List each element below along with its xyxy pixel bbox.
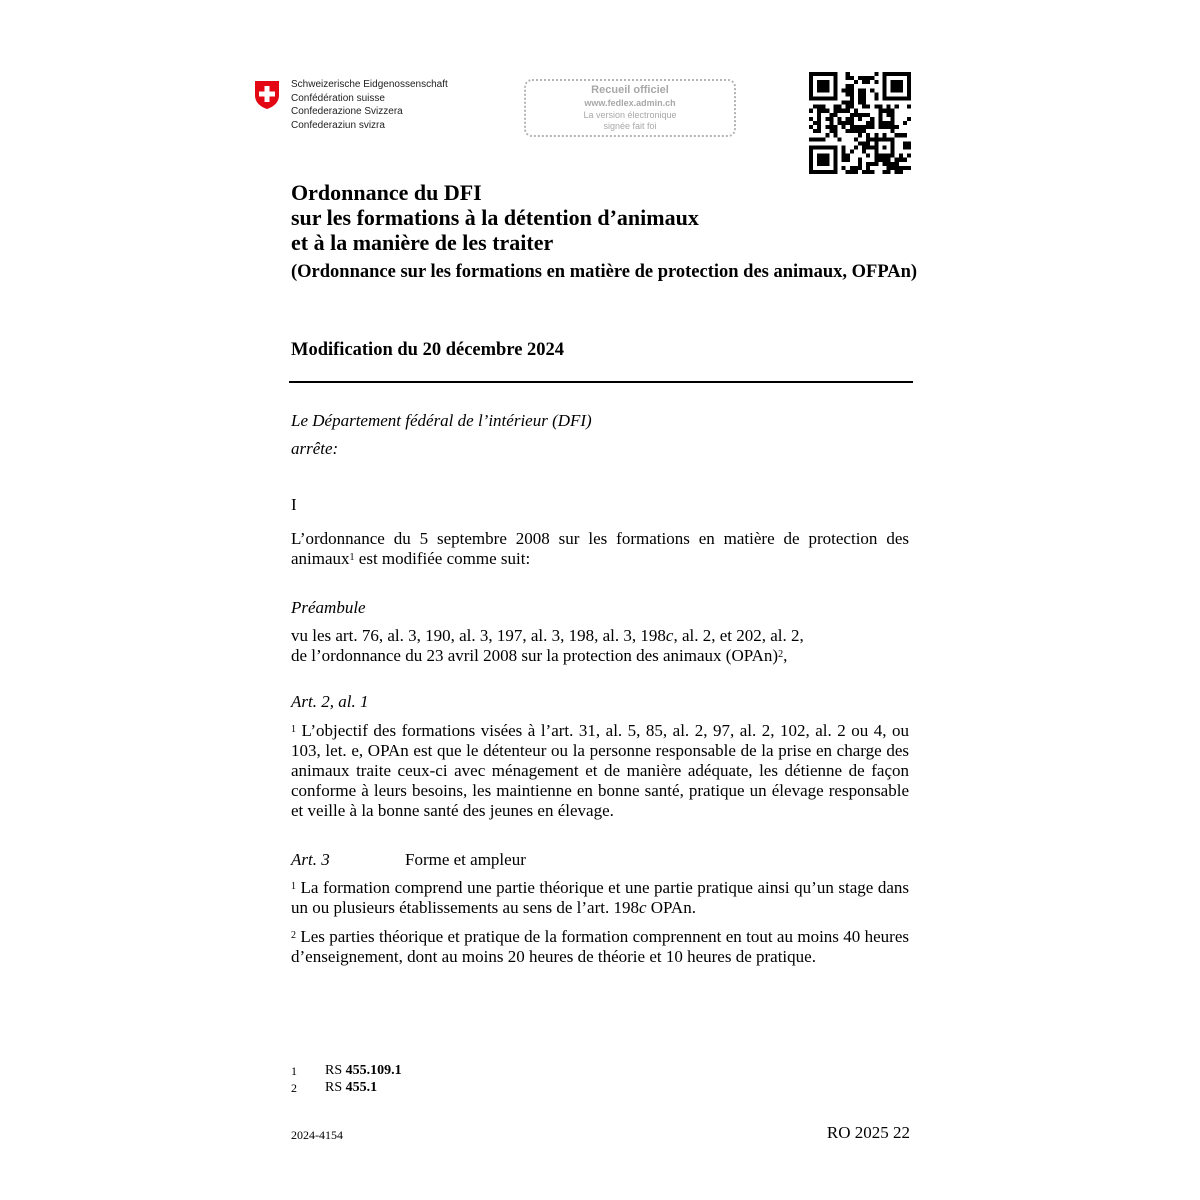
confederation-rm: Confederaziun svizra [291,119,385,131]
title-line-2: sur les formations à la détention d’animaux [291,205,699,230]
footnote-text [325,1063,402,1079]
footnote-number: 1 [291,1064,297,1078]
intro-rest: est modifiée comme suit: [354,549,531,568]
preamble-line-2-text: de l’ordonnance du 23 avril 2008 sur la protection des animaux (OPAn) [291,646,779,665]
footnote-1 [291,1063,491,1079]
footnote-ref-link[interactable]: 455.109.1 [345,1063,402,1078]
preamble-line-1b: , al. 2, et 202, al. 2, [673,626,804,645]
preamble-line-1 [291,626,804,646]
footnote-ref-link[interactable]: 455.1 [345,1080,378,1095]
paragraph-number: 2 [291,930,296,941]
footnote-2 [291,1080,491,1096]
preamble-line-2-end: , [783,646,788,665]
short-title: (Ordonnance sur les formations en matière de protection des animaux, OFPAn) [291,262,918,282]
issuing-authority: Le Département fédéral de l’intérieur (DFI) [291,411,592,430]
footnote-text [325,1080,377,1096]
footnote-prefix: RS [325,1080,346,1095]
swiss-cross-icon [254,80,280,110]
footnote-prefix: RS [325,1063,346,1078]
intro-text: L’ordonnance du 5 septembre 2008 sur les formations en matière de protection des animaux [291,529,909,568]
section-number: I [291,495,297,514]
preamble-line-1a: vu les art. 76, al. 3, 190, al. 3, 197, al. 3, 198, al. 3, 198 [291,626,666,645]
page-title [291,180,699,255]
confederation-fr: Confédération suisse [291,92,385,104]
article-3-number: Art. 3 [291,850,330,869]
article-3-p1-text: La formation comprend une partie théorique et une partie pratique ainsi qu’un stage dans un ou plusieurs établissements au sens de l’art. 198 [291,878,909,917]
article-2-heading: Art. 2, al. 1 [291,692,369,711]
article-3-p1-letter: c [638,898,647,917]
title-line-3: et à la manière de les traiter [291,230,554,255]
article-3-paragraph-2 [291,927,909,967]
preamble-text [291,626,804,666]
article-3-p1-end: OPAn. [646,898,696,917]
footnote-ref-2[interactable]: 2 [778,649,784,660]
footnote-number: 2 [291,1081,297,1095]
preamble-line-2 [291,646,804,666]
modification-date: Modification du 20 décembre 2024 [291,340,565,360]
intro-paragraph [291,529,909,569]
title-divider [289,381,913,383]
article-3-heading [291,850,526,870]
article-3-paragraph-1 [291,878,909,918]
confederation-de: Schweizerische Eidgenossenschaft [291,79,448,90]
article-3-title: Forme et ampleur [405,850,526,869]
footnote-ref-1[interactable]: 1 [349,552,355,563]
paragraph-number: 1 [291,724,296,735]
stamp-note-1: La version électronique [583,110,677,120]
document-number: 2024-4154 [291,1128,343,1142]
qr-code-icon [809,72,911,174]
stamp-url: www.fedlex.admin.ch [584,98,676,108]
paragraph-number: 1 [291,881,296,892]
article-2-paragraph [291,721,909,821]
stamp-note-2: signée fait foi [603,121,657,131]
preamble-line-1-letter: c [665,626,674,645]
stamp-title: Recueil officiel [591,84,669,96]
confederation-it: Confederazione Svizzera [291,106,403,117]
official-collection-reference: RO 2025 22 [826,1123,910,1142]
article-3-p2-text: Les parties théorique et pratique de la formation comprennent en tout au moins 40 heures d’enseignement, dont au moins 20 heures de théorie et 10 heures de pratique. [291,927,909,966]
decree-formula: arrête: [291,439,339,458]
preamble-heading: Préambule [291,598,366,617]
official-collection-stamp [524,79,736,137]
title-line-1: Ordonnance du DFI [291,180,482,205]
confederation-name [291,78,448,132]
article-2-text: L’objectif des formations visées à l’art. 31, al. 5, 85, al. 2, 97, al. 2, 102, al. 2 ou 4, ou 103, let. e, OPAn est que le détenteur ou la personne responsable de la prise en charge des animaux traite ceux-ci avec ménagement et de manière adéquate, les détienne de façon conforme à leurs besoins, les maintienne en bonne santé, pratique un élevage responsable et veille à la bonne santé des jeunes en élevage. [291,721,909,820]
